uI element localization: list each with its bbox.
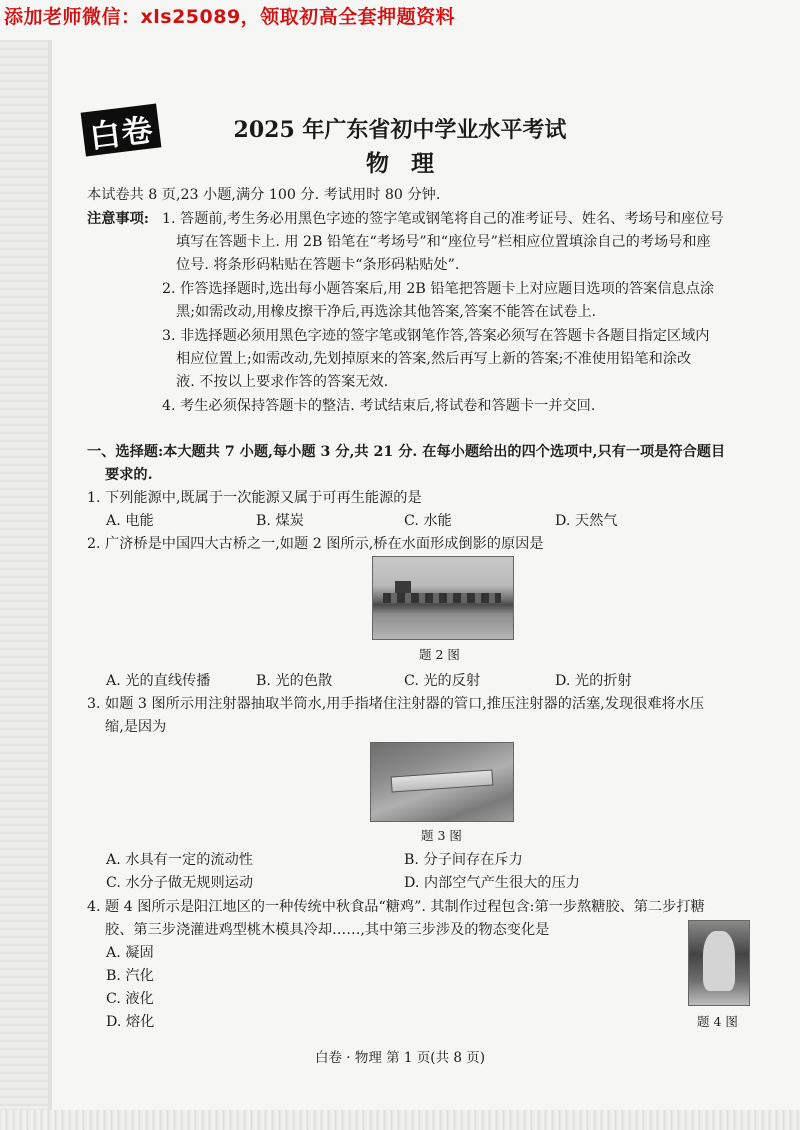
question-4-option-b: B. 汽化 <box>106 968 154 984</box>
watermark-text: 添加老师微信：xls25089，领取初高全套押题资料 <box>4 6 456 28</box>
question-4-stem: 4. 题 4 图所示是阳江地区的一种传统中秋食品“糖鸡”. 其制作过程包含:第一步熬糖胶、第二步打糖 <box>87 899 705 915</box>
section-heading-cont: 要求的. <box>105 467 153 483</box>
question-1-stem: 1. 下列能源中,既属于一次能源又属于可再生能源的是 <box>87 490 422 506</box>
question-1-option-a: A. 电能 <box>106 513 154 529</box>
question-2-option-a: A. 光的直线传播 <box>106 673 211 689</box>
scan-bottom-edge <box>0 1110 800 1130</box>
question-3-option-c: C. 水分子做无规则运动 <box>106 875 254 891</box>
question-1-option-c: C. 水能 <box>404 513 452 529</box>
candy-shape <box>703 931 735 991</box>
note-line: 液. 不按以上要求作答的答案无效. <box>176 374 389 390</box>
note-line: 黑;如需改动,用橡皮擦干净后,再选涂其他答案,答案不能答在试卷上. <box>176 304 597 320</box>
paper-stamp: 白卷 <box>81 104 162 157</box>
section-heading: 一、选择题:本大题共 7 小题,每小题 3 分,共 21 分. 在每小题给出的四个选项中,只有一项是符合题目 <box>87 444 726 460</box>
question-4-option-d: D. 熔化 <box>106 1014 155 1030</box>
note-line: 相应位置上;如需改动,先划掉原来的答案,然后再写上新的答案;不准使用铅笔和涂改 <box>176 351 692 367</box>
page-footer: 白卷 · 物理 第 1 页(共 8 页) <box>314 1050 486 1066</box>
question-2-option-d: D. 光的折射 <box>555 673 632 689</box>
question-4-caption: 题 4 图 <box>697 1014 738 1029</box>
note-line: 3. 非选择题必须用黑色字迹的签字笔或钢笔作答,答案必须写在答题卡各题目指定区域内 <box>162 328 710 344</box>
candy-chicken-photo <box>688 920 750 1006</box>
syringe-shape <box>391 769 494 792</box>
scan-edge-line <box>48 40 52 1110</box>
question-3-caption: 题 3 图 <box>421 828 462 843</box>
syringe-photo <box>370 742 514 822</box>
question-4-option-a: A. 凝固 <box>106 945 154 961</box>
question-3-option-d: D. 内部空气产生很大的压力 <box>404 875 580 891</box>
note-line: 4. 考生必须保持答题卡的整洁. 考试结束后,将试卷和答题卡一并交回. <box>162 398 596 414</box>
bridge-photo <box>372 556 514 640</box>
bridge-deck-shape <box>383 593 501 603</box>
question-2-caption: 题 2 图 <box>419 647 460 662</box>
question-2-option-c: C. 光的反射 <box>404 673 481 689</box>
question-2-stem: 2. 广济桥是中国四大古桥之一,如题 2 图所示,桥在水面形成倒影的原因是 <box>87 536 544 552</box>
question-3-stem: 3. 如题 3 图所示用注射器抽取半筒水,用手指堵住注射器的管口,推压注射器的活塞,发现很难将水压 <box>87 696 705 712</box>
question-1-option-d: D. 天然气 <box>555 513 618 529</box>
question-3-stem-cont: 缩,是因为 <box>105 719 167 735</box>
note-line: 1. 答题前,考生务必用黑色字迹的签字笔或钢笔将自己的准考证号、姓名、考场号和座位号 <box>162 211 724 227</box>
question-3-option-b: B. 分子间存在斥力 <box>404 852 523 868</box>
exam-title: 2025 年广东省初中学业水平考试 <box>233 117 567 143</box>
question-3-option-a: A. 水具有一定的流动性 <box>106 852 253 868</box>
question-4-option-c: C. 液化 <box>106 991 154 1007</box>
note-line: 填写在答题卡上. 用 2B 铅笔在“考场号”和“座位号”栏相应位置填涂自己的考场号和座 <box>176 234 711 250</box>
exam-intro: 本试卷共 8 页,23 小题,满分 100 分. 考试用时 80 分钟. <box>87 187 441 203</box>
note-line: 2. 作答选择题时,选出每小题答案后,用 2B 铅笔把答题卡上对应题目选项的答案信息点涂 <box>162 281 715 297</box>
question-4-stem-cont: 胶、第三步浇灌进鸡型桃木模具冷却……,其中第三步涉及的物态变化是 <box>105 922 550 938</box>
question-2-option-b: B. 光的色散 <box>256 673 333 689</box>
question-1-option-b: B. 煤炭 <box>256 513 304 529</box>
exam-subject: 物理 <box>366 150 456 177</box>
note-line: 位号. 将条形码粘贴在答题卡“条形码粘贴处”. <box>176 257 460 273</box>
scan-edge <box>0 40 48 1110</box>
notes-label: 注意事项: <box>87 211 149 227</box>
